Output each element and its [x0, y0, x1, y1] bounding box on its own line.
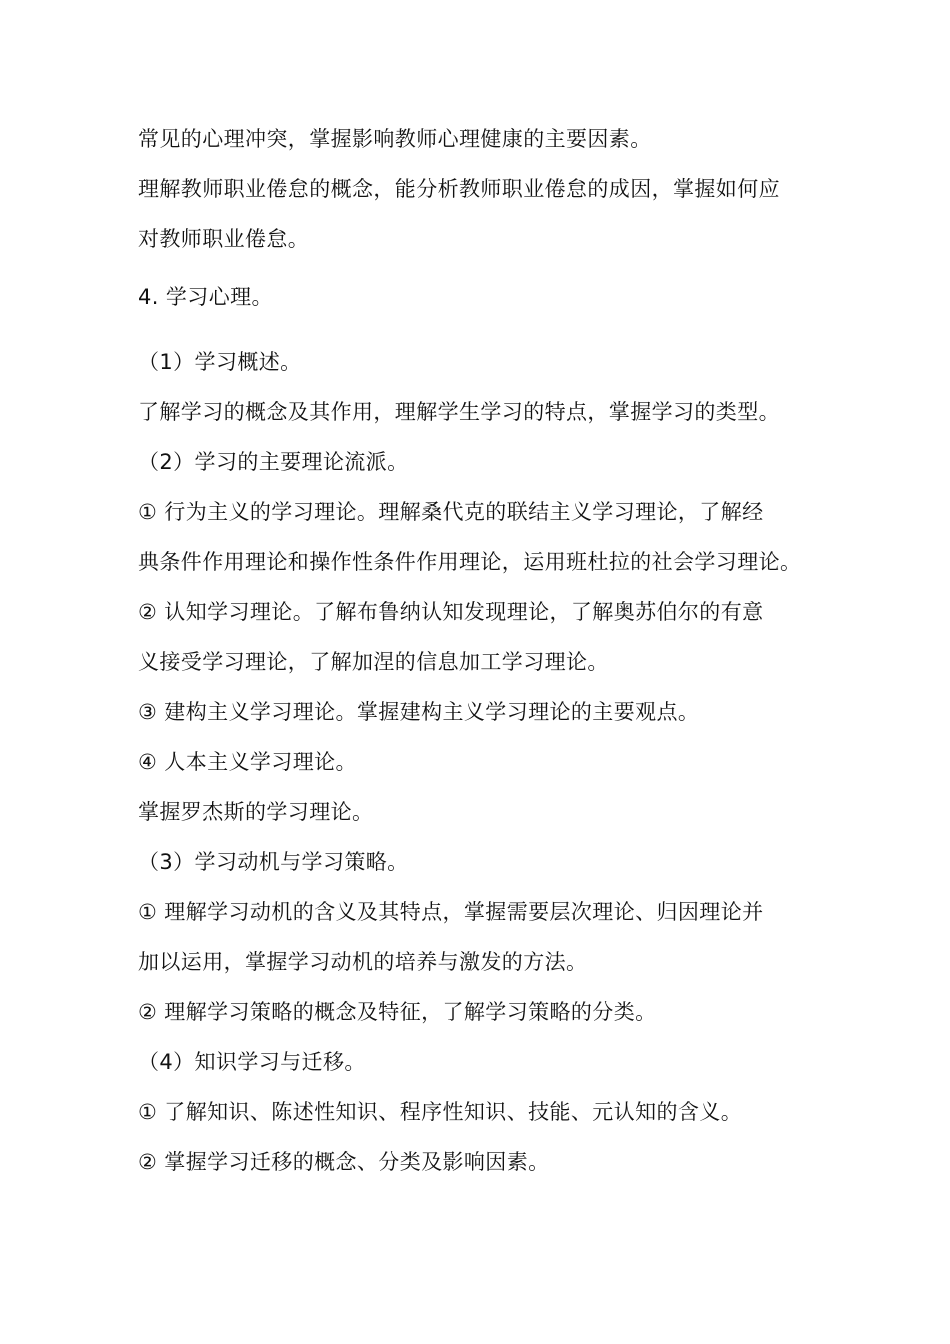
- text-line: 典条件作用理论和操作性条件作用理论，运用班杜拉的社会学习理论。: [138, 550, 802, 574]
- text-line: 加以运用，掌握学习动机的培养与激发的方法。: [138, 950, 588, 974]
- text-line: 理解教师职业倦怠的概念，能分析教师职业倦怠的成因，掌握如何应: [138, 177, 780, 201]
- subsection-heading: （4）知识学习与迁移。: [138, 1050, 366, 1074]
- subsection-heading: （3）学习动机与学习策略。: [138, 850, 409, 874]
- list-item: ① 理解学习动机的含义及其特点，掌握需要层次理论、归因理论并: [138, 900, 764, 924]
- list-item: ③ 建构主义学习理论。掌握建构主义学习理论的主要观点。: [138, 700, 700, 724]
- list-item: ① 行为主义的学习理论。理解桑代克的联结主义学习理论，了解经: [138, 500, 764, 524]
- list-item: ② 认知学习理论。了解布鲁纳认知发现理论，了解奥苏伯尔的有意: [138, 600, 764, 624]
- list-item: ④ 人本主义学习理论。: [138, 750, 357, 774]
- text-line: 对教师职业倦怠。: [138, 227, 310, 251]
- list-item: ② 掌握学习迁移的概念、分类及影响因素。: [138, 1150, 550, 1174]
- text-line: 义接受学习理论，了解加涅的信息加工学习理论。: [138, 650, 609, 674]
- list-item: ② 理解学习策略的概念及特征，了解学习策略的分类。: [138, 1000, 657, 1024]
- text-line: 掌握罗杰斯的学习理论。: [138, 800, 374, 824]
- text-line: 了解学习的概念及其作用，理解学生学习的特点，掌握学习的类型。: [138, 400, 780, 424]
- list-item: ① 了解知识、陈述性知识、程序性知识、技能、元认知的含义。: [138, 1100, 743, 1124]
- subsection-heading: （2）学习的主要理论流派。: [138, 450, 409, 474]
- subsection-heading: （1）学习概述。: [138, 350, 302, 374]
- text-line: 常见的心理冲突，掌握影响教师心理健康的主要因素。: [138, 127, 652, 151]
- section-heading: 4. 学习心理。: [138, 285, 273, 309]
